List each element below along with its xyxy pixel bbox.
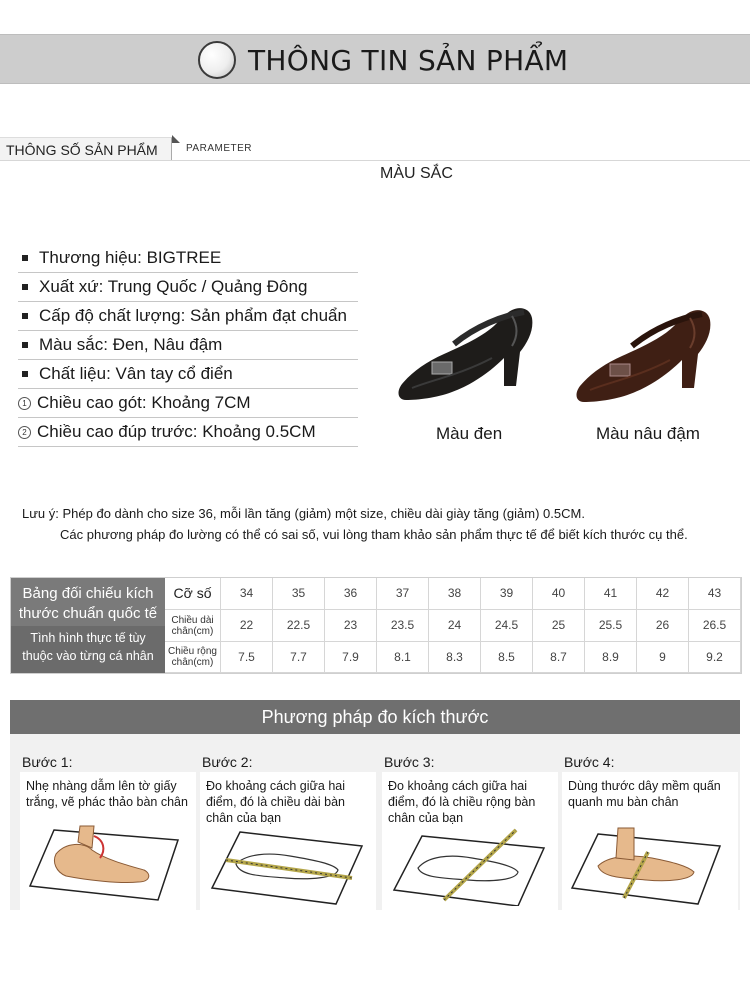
table-cell: 23 <box>325 610 377 642</box>
color-heading: MÀU SẮC <box>380 165 453 182</box>
spec-text: Chiều cao gót: Khoảng 7CM <box>37 393 251 412</box>
row-header: Chiều dài chân(cm) <box>165 610 221 642</box>
parameter-title: THÔNG SỐ SẢN PHẨM <box>6 142 158 158</box>
spec-text: Thương hiệu: BIGTREE <box>39 248 222 267</box>
color-label-brown: Màu nâu đậm <box>596 424 700 443</box>
square-bullet-icon <box>22 371 28 377</box>
parameter-tab <box>0 137 172 161</box>
size-chart-title-2: thước chuẩn quốc tế <box>18 605 158 622</box>
square-bullet-icon <box>22 284 28 290</box>
table-cell: 7.5 <box>221 642 273 673</box>
table-cell: 9 <box>637 642 689 673</box>
foot-tape-measure-icon <box>568 820 732 906</box>
measure-step-3 <box>382 748 558 910</box>
note-line-1: Lưu ý: Phép đo dành cho size 36, mỗi lần tăng (giảm) một size, chiều dài giày tăng (giảm) 0.5CM. <box>22 506 585 521</box>
table-cell: 40 <box>533 578 585 610</box>
table-cell: 8.3 <box>429 642 481 673</box>
parameter-header <box>0 133 750 163</box>
step-title: Bước 1: <box>22 754 73 770</box>
square-bullet-icon <box>22 255 28 261</box>
spec-item <box>18 302 358 331</box>
table-cell: 7.7 <box>273 642 325 673</box>
circled-number-icon: 2 <box>18 426 31 439</box>
title-banner <box>0 34 750 84</box>
table-cell: 8.1 <box>377 642 429 673</box>
step-card <box>382 772 558 910</box>
spec-text: Màu sắc: Đen, Nâu đậm <box>39 335 223 354</box>
measure-step-2 <box>200 748 376 910</box>
row-header: Chiều rộng chân(cm) <box>165 642 221 673</box>
table-cell: 8.7 <box>533 642 585 673</box>
corner-triangle-icon <box>172 135 180 143</box>
step-title: Bước 2: <box>202 754 253 770</box>
table-cell: 7.9 <box>325 642 377 673</box>
measure-step-4 <box>562 748 738 910</box>
table-cell: 8.9 <box>585 642 637 673</box>
table-cell: 42 <box>637 578 689 610</box>
table-cell: 36 <box>325 578 377 610</box>
table-cell: 26 <box>637 610 689 642</box>
table-cell: 38 <box>429 578 481 610</box>
measurement-heading: Phương pháp đo kích thước <box>10 700 740 734</box>
table-cell: 22 <box>221 610 273 642</box>
table-cell: 34 <box>221 578 273 610</box>
step-description: Dùng thước dây mềm quấn quanh mu bàn chân <box>568 779 721 809</box>
spec-list <box>18 244 358 447</box>
size-chart-title-1: Bảng đối chiếu kích <box>22 585 154 602</box>
table-cell: 25 <box>533 610 585 642</box>
spec-item <box>18 331 358 360</box>
divider <box>0 160 750 161</box>
size-chart-note-2: thuộc vào từng cá nhân <box>22 649 154 663</box>
table-cell: 26.5 <box>689 610 741 642</box>
square-bullet-icon <box>22 313 28 319</box>
circled-number-icon: 1 <box>18 397 31 410</box>
row-header: Cỡ số <box>165 578 221 610</box>
note-line-2: Các phương pháp đo lường có thể có sai số, vui lòng tham khảo sản phẩm thực tế để biết kích thước cụ thể. <box>60 527 688 542</box>
size-chart-legend <box>11 578 165 673</box>
table-cell: 24.5 <box>481 610 533 642</box>
step-title: Bước 4: <box>564 754 615 770</box>
brown-shoe-icon <box>570 298 730 410</box>
step-card <box>20 772 196 910</box>
step-card <box>562 772 738 910</box>
spec-text: Xuất xứ: Trung Quốc / Quảng Đông <box>39 277 308 296</box>
step-title: Bước 3: <box>384 754 435 770</box>
table-cell: 37 <box>377 578 429 610</box>
step-description: Đo khoảng cách giữa hai điểm, đó là chiều rộng bàn chân của bạn <box>388 779 536 825</box>
table-cell: 24 <box>429 610 481 642</box>
table-cell: 9.2 <box>689 642 741 673</box>
spec-text: Cấp độ chất lượng: Sản phẩm đạt chuẩn <box>39 306 347 325</box>
spec-item <box>18 273 358 302</box>
step-card <box>200 772 376 910</box>
parameter-subtitle: PARAMETER <box>186 143 252 154</box>
spec-item <box>18 389 358 418</box>
spec-item <box>18 244 358 273</box>
step-description: Đo khoảng cách giữa hai điểm, đó là chiều dài bàn chân của bạn <box>206 779 346 825</box>
table-cell: 8.5 <box>481 642 533 673</box>
size-chart-grid <box>165 578 741 673</box>
table-cell: 35 <box>273 578 325 610</box>
foot-on-paper-icon <box>26 820 190 906</box>
black-shoe-icon <box>392 296 552 408</box>
circle-badge-icon <box>198 41 236 79</box>
table-cell: 23.5 <box>377 610 429 642</box>
spec-item <box>18 360 358 389</box>
spec-text: Chiều cao đúp trước: Khoảng 0.5CM <box>37 422 316 441</box>
size-chart-table <box>10 577 742 674</box>
foot-length-ruler-icon <box>206 820 370 906</box>
page-title: THÔNG TIN SẢN PHẨM <box>248 44 569 77</box>
table-cell: 22.5 <box>273 610 325 642</box>
spec-text: Chất liệu: Vân tay cổ điển <box>39 364 233 383</box>
table-cell: 41 <box>585 578 637 610</box>
color-label-black: Màu đen <box>436 424 503 443</box>
step-description: Nhẹ nhàng dẫm lên tờ giấy trắng, vẽ phác thảo bàn chân <box>26 779 188 809</box>
table-cell: 43 <box>689 578 741 610</box>
size-chart-note-1: Tình hình thực tế tùy <box>30 631 146 645</box>
table-cell: 39 <box>481 578 533 610</box>
table-cell: 25.5 <box>585 610 637 642</box>
measurement-section <box>10 700 740 910</box>
foot-width-ruler-icon <box>388 820 552 906</box>
spec-item <box>18 418 358 447</box>
measure-step-1 <box>20 748 196 910</box>
square-bullet-icon <box>22 342 28 348</box>
